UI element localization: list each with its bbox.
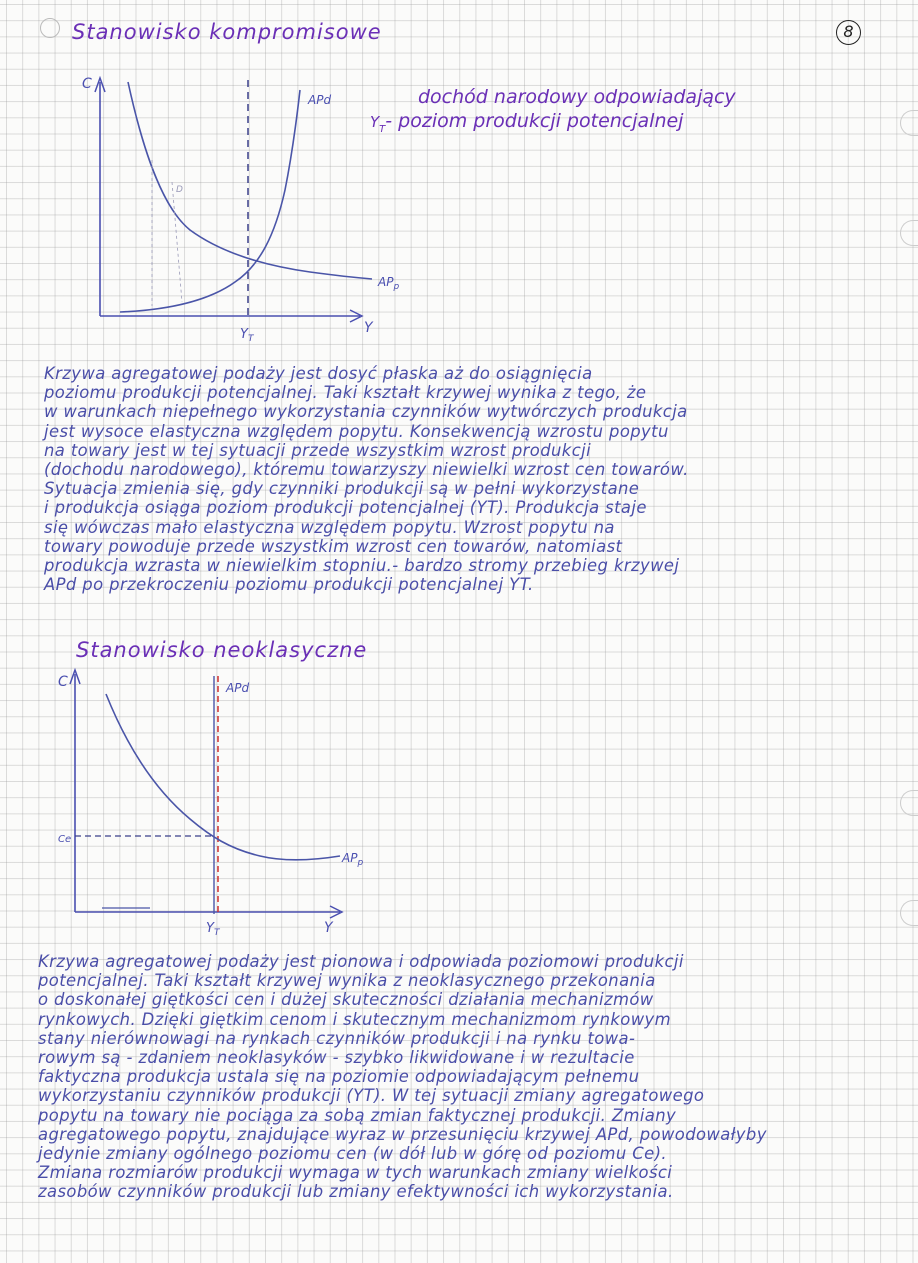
paragraph-line: jest wysoce elastyczna względem popytu. Konsekwencją wzrostu popytu (44, 421, 669, 441)
paragraph-line: Krzywa agregatowej podaży jest dosyć płaska aż do osiągnięcia (44, 364, 593, 383)
y-axis-label: C (82, 76, 92, 92)
paragraph-line: Sytuacja zmienia się, gdy czynniki produkcji są w pełni wykorzystane (44, 479, 640, 499)
paragraph-line: rynkowych. Dzięki giętkim cenom i skutecznym mechanizmom rynkowym (38, 1009, 671, 1029)
y-axis-label: C (58, 674, 68, 690)
x-axis-label: Y (364, 320, 373, 336)
yt-label: $Y_T$ (240, 327, 254, 344)
paragraph-line: wykorzystaniu czynników produkcji (YT). W tej sytuacji zmiany agregatowego (38, 1086, 705, 1106)
punch-hole (900, 900, 918, 926)
page-number: 8 (836, 20, 861, 45)
annotation-prefix-sub: T (379, 123, 386, 135)
ce-label: Ce (58, 834, 72, 845)
paragraph-line: o doskonałej giętkości cen i dużej skuteczności działania mechanizmów (38, 990, 654, 1010)
curve-label-apd: APd (226, 681, 250, 695)
chart-neoclassical (40, 664, 400, 940)
guide-line (172, 182, 182, 302)
yt-label: $Y_T$ (206, 921, 220, 938)
page-corner-mark (40, 18, 60, 38)
paragraph-line: towary powoduje przede wszystkim wzrost cen towarów, natomiast (44, 536, 623, 556)
paragraph-line: Krzywa agregatowej podaży jest pionowa i odpowiada poziomowi produkcji (38, 952, 684, 971)
paragraph-line: Zmiana rozmiarów produkcji wymaga w tych warunkach zmiany wielkości (38, 1163, 673, 1183)
paragraph-line: produkcja wzrasta w niewielkim stopniu.- bardzo stromy przebieg krzywej (44, 556, 680, 576)
paragraph-line: APd po przekroczeniu poziomu produkcji potencjalnej YT. (44, 575, 534, 595)
x-axis-label: Y (324, 920, 333, 936)
paragraph-line: rowym są - zdaniem neoklasyków - szybko likwidowane i w rezultacie (38, 1048, 635, 1068)
paragraph-line: potencjalnej. Taki kształt krzywej wynika z neoklasycznego przekonania (38, 971, 656, 991)
paragraph-line: (dochodu narodowego), któremu towarzyszy niewielki wzrost cen towarów. (44, 460, 689, 480)
paragraph-line: jedynie zmiany ogólnego poziomu cen (w dół lub w górę od poziomu Ce). (38, 1144, 668, 1164)
demand-curve-app (128, 82, 372, 279)
supply-curve-apd (120, 90, 300, 312)
punch-hole (900, 110, 918, 136)
note-d: D (176, 185, 183, 195)
demand-curve-app (106, 694, 340, 860)
paragraph-line: stany nierównowagi na rynkach czynników produkcji i na rynku towa- (38, 1028, 636, 1048)
paragraph-line: zasobów czynników produkcji lub zmiany efektywności ich wykorzystania. (38, 1182, 674, 1202)
annotation-prefix: Y (370, 113, 380, 131)
chart-compromise (60, 60, 420, 350)
paragraph-line: popytu na towary nie pociąga za sobą zmian faktycznej produkcji. Zmiany (38, 1105, 677, 1125)
annotation-line1: dochód narodowy odpowiadający (418, 86, 736, 108)
paragraph-line: poziomu produkcji potencjalnej. Taki kształt krzywej wynika z tego, że (44, 383, 647, 403)
paragraph-line: agregatowego popytu, znajdujące wyraz w przesunięciu krzywej APd, powodowałyby (38, 1124, 767, 1144)
section2-title: Stanowisko neoklasyczne (76, 638, 368, 662)
paragraph-line: na towary jest w tej sytuacji przede wszystkim wzrost produkcji (44, 440, 592, 460)
section1-title: Stanowisko kompromisowe (72, 20, 382, 44)
punch-hole (900, 790, 918, 816)
curve-label-app: $AP_p$ (342, 851, 364, 868)
paragraph-line: faktyczna produkcja ustala się na poziomie odpowiadającym pełnemu (38, 1067, 640, 1087)
curve-label-apd: APd (308, 93, 332, 107)
section2-paragraph (38, 952, 767, 1202)
paragraph-line: w warunkach niepełnego wykorzystania czynników wytwórczych produkcja (44, 402, 688, 422)
annotation-text: - poziom produkcji potencjalnej (385, 110, 684, 132)
paragraph-line: się wówczas mało elastyczna względem popytu. Wzrost popytu na (44, 517, 615, 537)
section1-paragraph (44, 364, 689, 594)
punch-hole (900, 220, 918, 246)
paragraph-line: i produkcja osiąga poziom produkcji potencjalnej (YT). Produkcja staje (44, 498, 647, 518)
curve-label-app: $AP_p$ (378, 275, 400, 292)
